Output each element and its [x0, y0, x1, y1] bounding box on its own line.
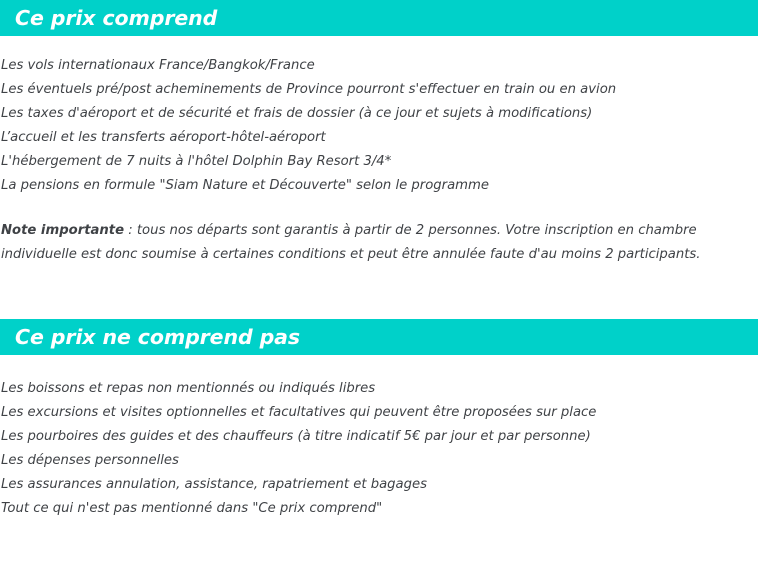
spacer — [0, 198, 758, 219]
list-item: Les excursions et visites optionnelles et facultatives qui peuvent être proposées sur place — [1, 405, 597, 420]
list-item: L’accueil et les transferts aéroport-hôtel-aéroport — [1, 130, 326, 145]
not-included-list — [0, 377, 758, 521]
spacer — [0, 355, 758, 377]
list-item: Tout ce qui n'est pas mentionné dans "Ce prix comprend" — [1, 501, 383, 516]
list-item: Les vols internationaux France/Bangkok/France — [1, 58, 315, 73]
important-note-body: : tous nos départs sont garantis à partir de 2 personnes. Votre inscription en chambre individuelle est donc soumise à certaines conditions et peut être annulée faute d'au moins 2 participants. — [1, 223, 701, 262]
spacer — [0, 267, 758, 319]
section-heading-not-included-title: Ce prix ne comprend pas — [15, 324, 300, 349]
important-note-label: Note importante — [1, 223, 125, 238]
list-item: Les dépenses personnelles — [1, 453, 179, 468]
list-item: Les éventuels pré/post acheminements de Province pourront s'effectuer en train ou en avion — [1, 82, 617, 97]
list-item: L'hébergement de 7 nuits à l'hôtel Dolphin Bay Resort 3/4* — [1, 154, 392, 169]
list-item: La pensions en formule "Siam Nature et Découverte" selon le programme — [1, 178, 489, 193]
list-item: Les boissons et repas non mentionnés ou indiqués libres — [1, 381, 376, 396]
list-item: Les taxes d'aéroport et de sécurité et frais de dossier (à ce jour et sujets à modifications) — [1, 106, 593, 121]
spacer — [0, 36, 758, 54]
section-heading-included — [0, 0, 758, 36]
included-list — [0, 54, 758, 198]
section-heading-not-included — [0, 319, 758, 355]
list-item: Les pourboires des guides et des chauffeurs (à titre indicatif 5€ par jour et par personne) — [1, 429, 591, 444]
list-item: Les assurances annulation, assistance, rapatriement et bagages — [1, 477, 427, 492]
section-heading-included-title: Ce prix comprend — [15, 5, 218, 30]
important-note — [0, 219, 758, 267]
